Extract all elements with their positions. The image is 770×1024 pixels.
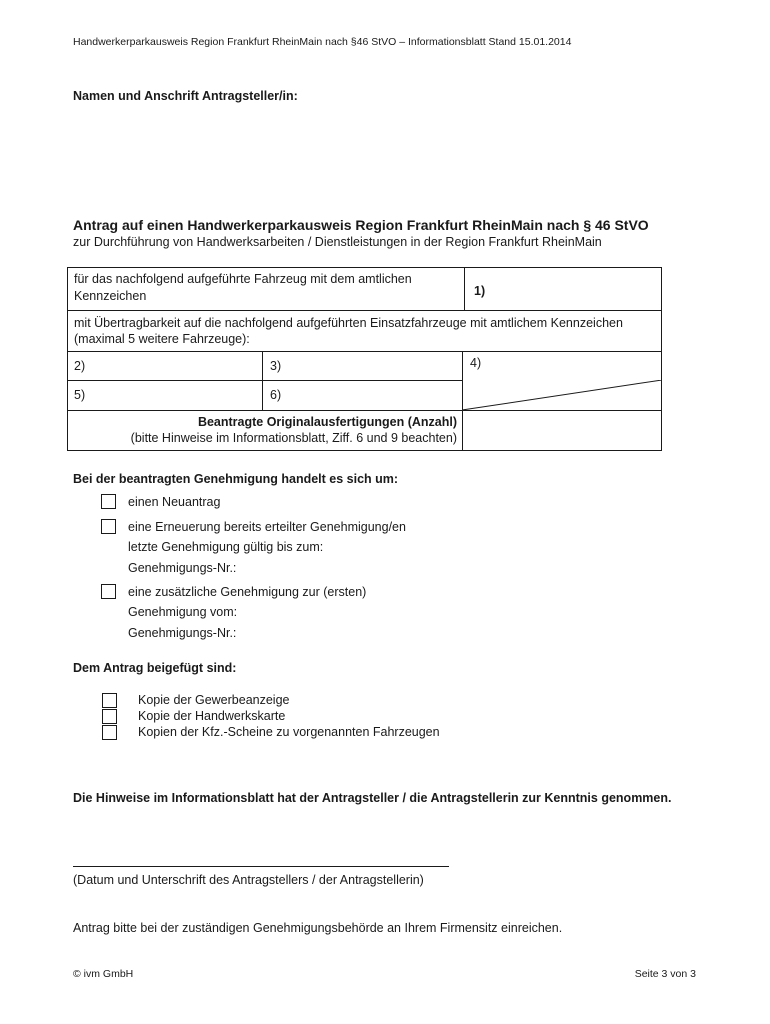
last-permit-valid-label: letzte Genehmigung gültig bis zum: xyxy=(128,540,324,554)
permit-type-heading: Bei der beantragten Genehmigung handelt es sich um: xyxy=(73,472,399,486)
vehicle-3-field[interactable]: 3) xyxy=(270,359,282,373)
submission-hint: Antrag bitte bei der zuständigen Genehmigungsbehörde an Ihrem Firmensitz einreichen. xyxy=(73,921,563,935)
craft-card-label: Kopie der Handwerkskarte xyxy=(138,709,286,723)
form-title: Antrag auf einen Handwerkerparkausweis Region Frankfurt RheinMain nach § 46 StVO xyxy=(73,217,649,233)
signature-line[interactable] xyxy=(73,866,449,867)
new-application-label: einen Neuantrag xyxy=(128,495,221,509)
form-subtitle: zur Durchführung von Handwerksarbeiten / Dienstleistungen in der Region Frankfurt RheinMain xyxy=(73,235,602,249)
row2-label-line1: mit Übertragbarkeit auf die nachfolgend aufgeführten Einsatzfahrzeuge mit amtlichem Kennzeichen xyxy=(74,316,623,330)
vehicle-6-field[interactable]: 6) xyxy=(270,388,282,402)
permit-date-label: Genehmigung vom: xyxy=(128,605,238,619)
attachments-heading: Dem Antrag beigefügt sind: xyxy=(73,661,237,675)
trade-registration-checkbox[interactable] xyxy=(102,693,117,708)
copies-hint: (bitte Hinweise im Informationsblatt, Ziff. 6 und 9 beachten) xyxy=(130,431,457,445)
new-application-checkbox[interactable] xyxy=(101,494,116,509)
additional-permit-no-label: Genehmigungs-Nr.: xyxy=(128,626,237,640)
copies-label: Beantragte Originalausfertigungen (Anzahl) xyxy=(197,415,457,429)
cell-strike-line xyxy=(462,380,662,411)
acknowledgement-text: Die Hinweise im Informationsblatt hat der Antragsteller / die Antragstellerin zur Kenntnis genommen. xyxy=(73,791,672,805)
renewal-checkbox[interactable] xyxy=(101,519,116,534)
vehicle-docs-label: Kopien der Kfz.-Scheine zu vorgenannten Fahrzeugen xyxy=(138,725,440,739)
vehicle-1-field[interactable]: 1) xyxy=(474,284,486,298)
signature-label: (Datum und Unterschrift des Antragstellers / der Antragstellerin) xyxy=(73,873,424,887)
page-number: Seite 3 von 3 xyxy=(634,968,696,980)
vehicle-4-field[interactable]: 4) xyxy=(470,356,482,370)
applicant-label: Namen und Anschrift Antragsteller/in: xyxy=(73,89,298,103)
renewal-label: eine Erneuerung bereits erteilter Genehmigung/en xyxy=(128,520,406,534)
row1-label-line2: Kennzeichen xyxy=(74,289,147,303)
renewal-permit-no-label: Genehmigungs-Nr.: xyxy=(128,561,237,575)
vehicle-docs-checkbox[interactable] xyxy=(102,725,117,740)
footer-copyright: © ivm GmbH xyxy=(73,968,134,980)
additional-permit-checkbox[interactable] xyxy=(101,584,116,599)
row1-label-line1: für das nachfolgend aufgeführte Fahrzeug mit dem amtlichen xyxy=(74,272,412,286)
trade-registration-label: Kopie der Gewerbeanzeige xyxy=(138,693,290,707)
additional-permit-label: eine zusätzliche Genehmigung zur (ersten) xyxy=(128,585,367,599)
vehicle-5-field[interactable]: 5) xyxy=(74,388,86,402)
vehicle-2-field[interactable]: 2) xyxy=(74,359,86,373)
craft-card-checkbox[interactable] xyxy=(102,709,117,724)
copies-count-field[interactable] xyxy=(463,411,661,450)
row2-label-line2: (maximal 5 weitere Fahrzeuge): xyxy=(74,332,250,346)
page-header: Handwerkerparkausweis Region Frankfurt RheinMain nach §46 StVO – Informationsblatt Stand 15.01.2014 xyxy=(73,36,572,48)
